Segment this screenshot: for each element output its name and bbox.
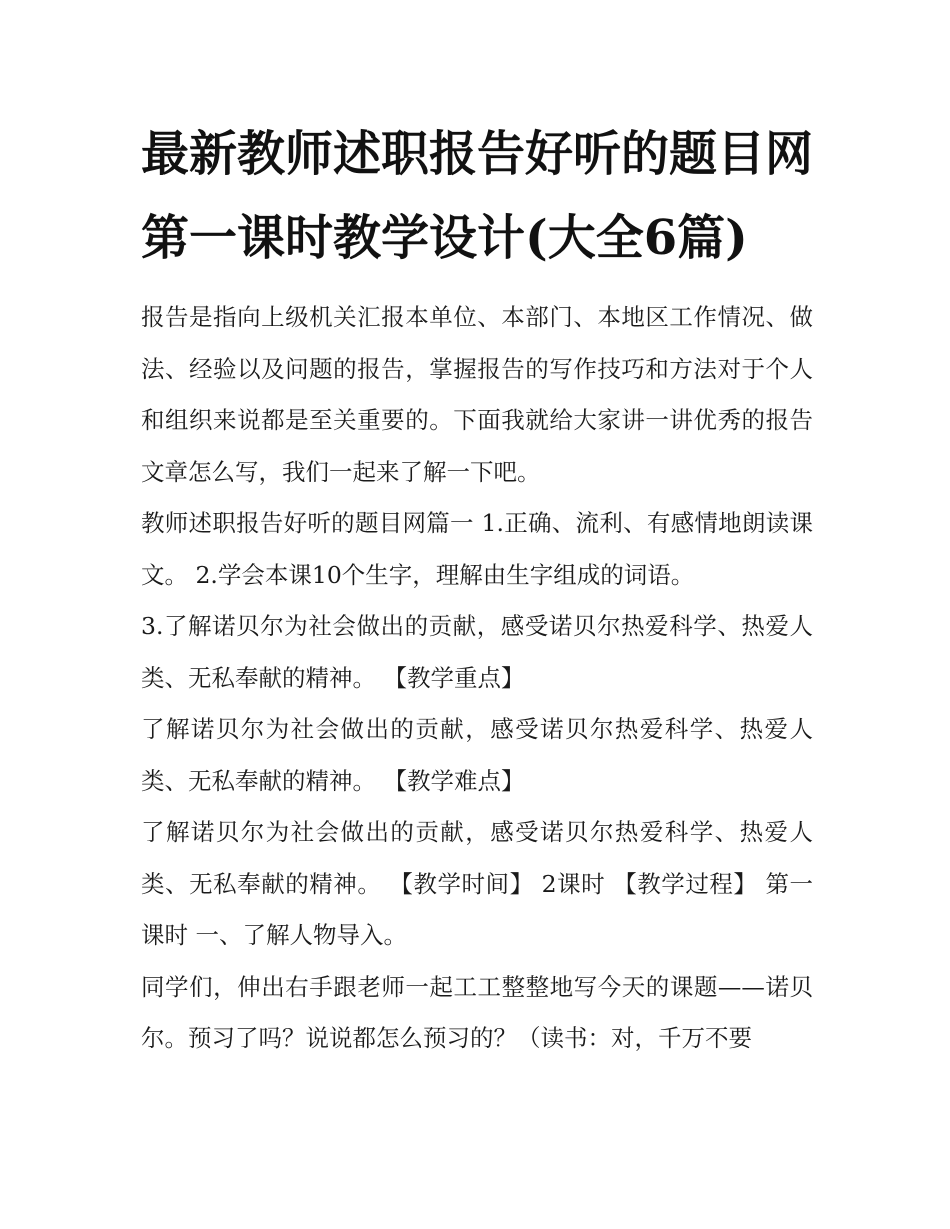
paragraph-objectives: 教师述职报告好听的题目网篇一 1.正确、流利、有感情地朗读课文。 2.学会本课10个生字，理解由生字组成的词语。	[141, 509, 813, 589]
document-title: 最新教师述职报告好听的题目网 第一课时教学设计(大全6篇)	[141, 126, 814, 266]
document-body	[141, 112, 813, 1065]
paragraph-difficulties: 了解诺贝尔为社会做出的贡献，感受诺贝尔热爱科学、热爱人类、无私奉献的精神。 【教学时间】 2课时 【教学过程】 第一课时 一、了解人物导入。	[141, 818, 813, 949]
paragraph-intro: 报告是指向上级机关汇报本单位、本部门、本地区工作情况、做法、经验以及问题的报告，掌握报告的写作技巧和方法对于个人和组织来说都是至关重要的。下面我就给大家讲一讲优秀的报告文章怎么写，我们一起来了解一下吧。	[141, 303, 813, 486]
paragraph-lesson-intro: 同学们，伸出右手跟老师一起工工整整地写今天的课题——诺贝尔。预习了吗？说说都怎么预习的？（读书：对，千万不要	[141, 972, 813, 1052]
paragraph-objective-3: 3.了解诺贝尔为社会做出的贡献，感受诺贝尔热爱科学、热爱人类、无私奉献的精神。 【教学重点】	[141, 612, 813, 692]
paragraph-key-points: 了解诺贝尔为社会做出的贡献，感受诺贝尔热爱科学、热爱人类、无私奉献的精神。 【教学难点】	[141, 715, 813, 795]
